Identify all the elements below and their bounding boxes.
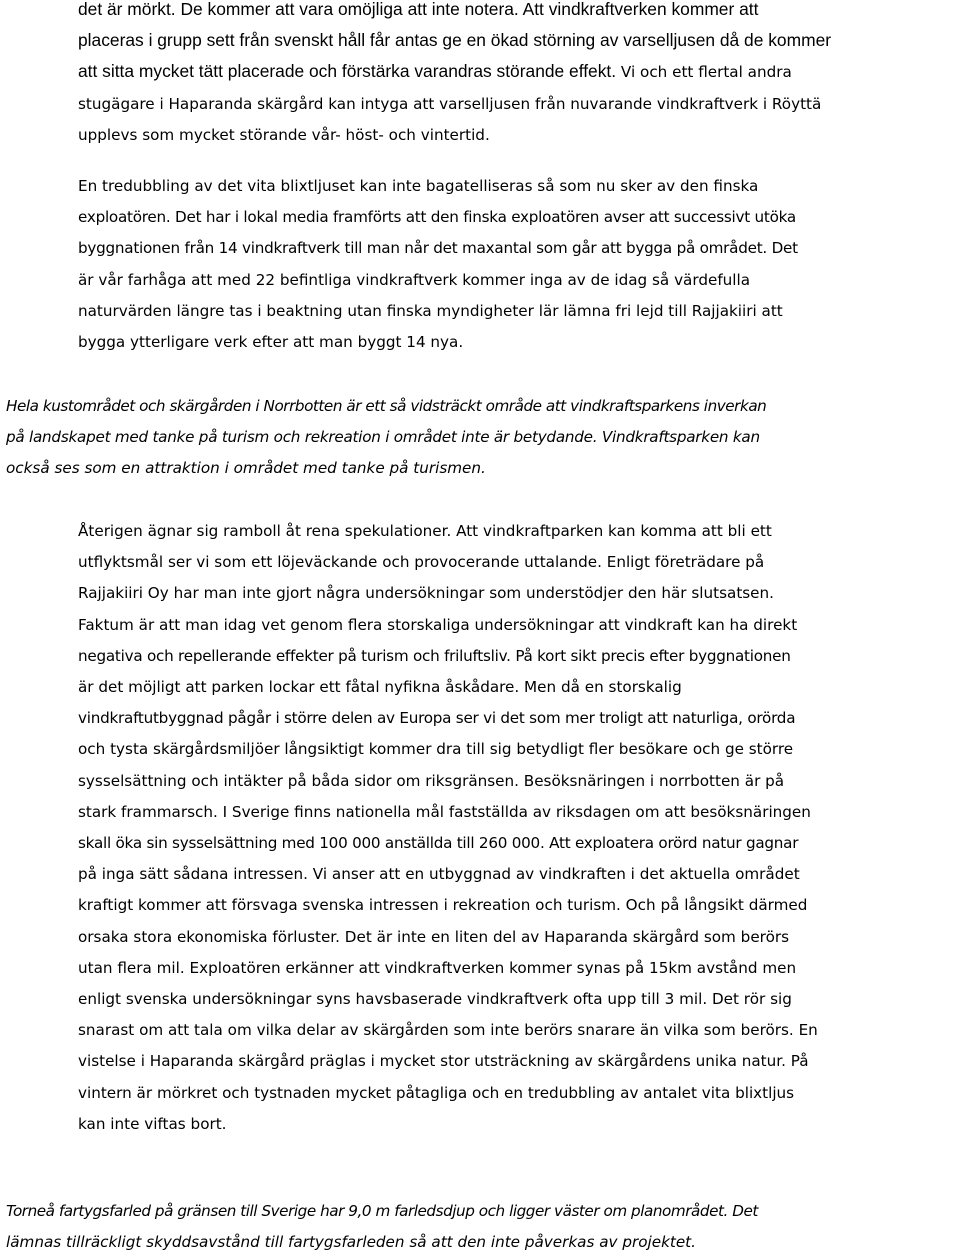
paragraph-line: negativa och repellerande effekter på turism och friluftsliv. På kort sikt precis efter byggnationen: [78, 646, 791, 665]
paragraph-line: Återigen ägnar sig ramboll åt rena spekulationer. Att vindkraftparken kan komma att bli ett: [78, 522, 772, 540]
paragraph-line: på inga sätt sådana intressen. Vi anser att en utbyggnad av vindkraften i det aktuella området: [78, 865, 800, 884]
quote-line: Torneå fartygsfarled på gränsen till Sverige har 9,0 m farledsdjup och ligger väster om planområdet. Det: [6, 1202, 758, 1220]
paragraph-line: är det möjligt att parken lockar ett fåtal nyfikna åskådare. Men då en storskalig: [78, 678, 682, 697]
paragraph-line: Faktum är att man idag vet genom flera storskaliga undersökningar att vindkraft kan ha direkt: [78, 615, 798, 634]
quote-line: på landskapet med tanke på turism och rekreation i området inte är betydande. Vindkraftsparken kan: [6, 428, 760, 447]
quote-line: lämnas tillräckligt skyddsavstånd till fartygsfarleden så att den inte påverkas av projektet.: [6, 1233, 696, 1252]
paragraph-line: och tysta skärgårdsmiljöer långsiktigt kommer dra till sig betydligt fler besökare och ge större: [78, 740, 794, 759]
paragraph-line: vistelse i Haparanda skärgård präglas i mycket stor utsträckning av skärgårdens unika natur. På: [78, 1052, 809, 1071]
quote-line: Hela kustområdet och skärgården i Norrbotten är ett så vidsträckt område att vindkraftsparkens inverkan: [6, 397, 767, 415]
paragraph-line: naturvärden längre tas i beaktning utan finska myndigheter lär lämna fri lejd till Rajjakiiri att: [78, 301, 783, 320]
paragraph-line: byggnationen från 14 vindkraftverk till man når det maxantal som går att bygga på området. Det: [78, 239, 798, 258]
paragraph-line: vintern är mörkret och tystnaden mycket påtagliga och en tredubbling av antalet vita blixtljus: [78, 1083, 795, 1102]
paragraph-line: att sitta mycket tätt placerade och förstärka varandras störande effekt.: [78, 61, 617, 82]
paragraph-2: [78, 171, 958, 358]
paragraph-line: enligt svenska undersökningar syns havsbaserade vindkraftverk ofta upp till 3 mil. Det rör sig: [78, 990, 792, 1009]
quoted-passage-1: [6, 391, 958, 485]
paragraph-line: snarast om att tala om vilka delar av skärgården som inte berörs snarare än vilka som berörs. En: [78, 1021, 818, 1040]
paragraph-line: kan inte viftas bort.: [78, 1114, 227, 1133]
paragraph-line: vindkraftutbyggnad pågår i större delen av Europa ser vi det som mer troligt att naturliga, orörda: [78, 709, 796, 728]
paragraph-3: [78, 516, 958, 1140]
paragraph-line: upplevs som mycket störande vår- höst- och vintertid.: [78, 125, 490, 144]
quoted-passage-2: [6, 1196, 958, 1258]
paragraph-1: [78, 0, 958, 151]
paragraph-line: stugägare i Haparanda skärgård kan intyga att varselljusen från nuvarande vindkraftverk i Röyttä: [78, 94, 822, 113]
paragraph-line: det är mörkt. De kommer att vara omöjliga att inte notera. Att vindkraftverken kommer att: [78, 0, 759, 19]
paragraph-line-tail: Vi och ett flertal andra: [616, 63, 792, 82]
paragraph-line: kraftigt kommer att försvaga svenska intressen i rekreation och turism. Och på långsikt därmed: [78, 896, 808, 915]
paragraph-line: utan flera mil. Exploatören erkänner att vindkraftverken kommer synas på 15km avstånd men: [78, 958, 797, 977]
paragraph-line: är vår farhåga att med 22 befintliga vindkraftverk kommer inga av de idag så värdefulla: [78, 270, 751, 289]
quote-line: också ses som en attraktion i området med tanke på turismen.: [6, 459, 486, 478]
paragraph-line: orsaka stora ekonomiska förluster. Det är inte en liten del av Haparanda skärgård som berörs: [78, 927, 790, 946]
paragraph-line: bygga ytterligare verk efter att man byggt 14 nya.: [78, 333, 464, 352]
paragraph-line: exploatören. Det har i lokal media framförts att den finska exploatören avser att successivt utöka: [78, 208, 796, 227]
paragraph-line: En tredubbling av det vita blixtljuset kan inte bagatelliseras så som nu sker av den finska: [78, 177, 759, 195]
paragraph-line: Rajjakiiri Oy har man inte gjort några undersökningar som understödjer den här slutsatsen.: [78, 584, 774, 603]
paragraph-line: placeras i grupp sett från svenskt håll får antas ge en ökad störning av varselljusen då de kommer: [78, 30, 832, 51]
paragraph-line: stark frammarsch. I Sverige finns nationella mål fastställda av riksdagen om att besöksnäringen: [78, 802, 811, 821]
paragraph-line: utflyktsmål ser vi som ett löjeväckande och provocerande uttalande. Enligt företrädare på: [78, 553, 765, 572]
paragraph-line: sysselsättning och intäkter på båda sidor om riksgränsen. Besöksnäringen i norrbotten är på: [78, 771, 785, 790]
paragraph-line: skall öka sin sysselsättning med 100 000 anställda till 260 000. Att exploatera orörd natur gagnar: [78, 834, 799, 853]
